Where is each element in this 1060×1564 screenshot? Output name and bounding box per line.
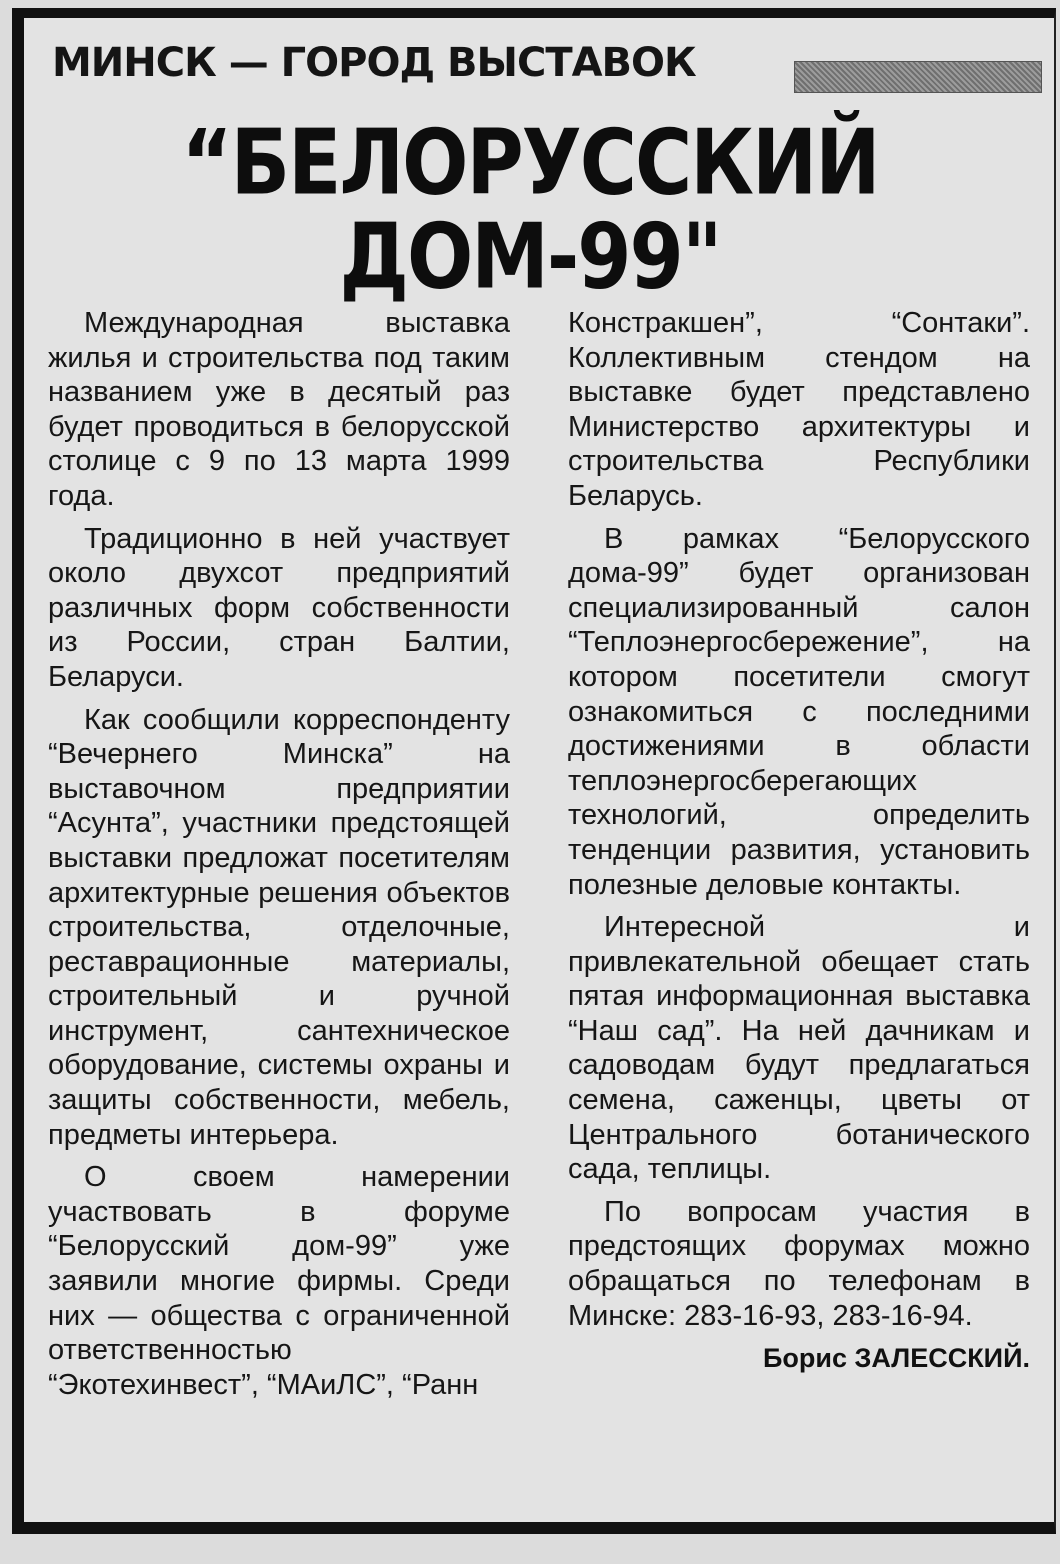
section-rubric: МИНСК — ГОРОД ВЫСТАВОК — [52, 40, 696, 86]
paragraph: О своем намерении участвовать в форуме “Белорусский дом-99” уже заявили многие фирмы. Среди них — общества с ограниченной ответственностью “Экотехинвест”, “МАиЛС”, “Ранн — [48, 1161, 510, 1401]
article-column-left — [48, 306, 510, 1410]
paragraph: В рамках “Белорусского дома-99” будет организован специализированный салон “Теплоэнергосбережение”, на котором посетители смогут ознакомиться с последними достижениями в области теплоэнергосберегающих технологий, определить тенденции развития, установить полезные деловые контакты. — [568, 522, 1030, 901]
paragraph: Международная выставка жилья и строительства под таким названием уже в десятый раз будет проводиться в белорусской столице с 9 по 13 марта 1999 года. — [48, 307, 510, 512]
paragraph: Интересной и привлекательной обещает стать пятая информационная выставка “Наш сад”. На ней дачникам и садоводам будут предлагаться семена, саженцы, цветы от Центрального ботанического сада, теплицы. — [568, 911, 1030, 1186]
headline-line-2: ДОМ-99" — [339, 206, 721, 310]
paragraph: Констракшен”, “Сонтаки”. Коллективным стендом на выставке будет представлено Министерство архитектуры и строительства Республики Беларусь. — [568, 307, 1030, 512]
rubric-decorative-bar — [794, 61, 1042, 93]
headline-line-1: “БЕЛОРУССКИЙ — [181, 112, 879, 216]
article-column-right — [568, 306, 1030, 1376]
paragraph: Традиционно в ней участвует около двухсот предприятий различных форм собственности из России, стран Балтии, Беларуси. — [48, 522, 510, 693]
author-signature: Борис ЗАЛЕССКИЙ. — [763, 1343, 1030, 1374]
paragraph: По вопросам участия в предстоящих форумах можно обращаться по телефонам в Минске: 283-16-93, 283-16-94. — [568, 1195, 1030, 1332]
paragraph: Как сообщили корреспонденту “Вечернего Минска” на выставочном предприятии “Асунта”, участники предстоящей выставки предложат посетителям архитектурные решения объектов строительства, отделочные, реставрационные материалы, строительный и ручной инструмент, сантехническое оборудование, системы охраны и защиты собственности, мебель, предметы интерьера. — [48, 703, 510, 1151]
